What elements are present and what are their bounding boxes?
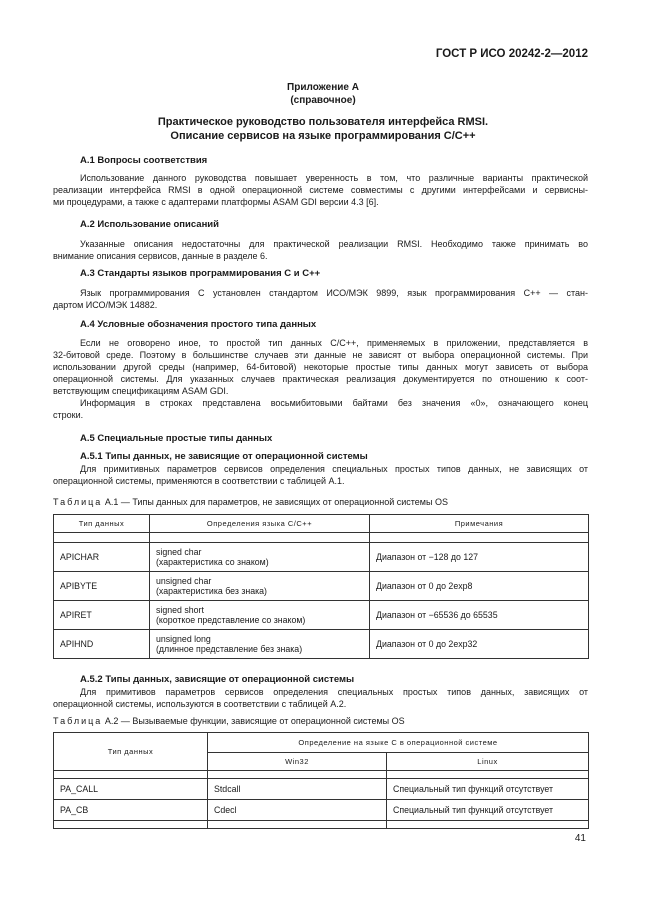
definition-line: (короткое представление со знаком) bbox=[156, 615, 306, 625]
note-cell: Диапазон от 0 до 2exp32 bbox=[370, 630, 589, 659]
note-cell: Диапазон от −128 до 127 bbox=[370, 543, 589, 572]
header-cell: Linux bbox=[387, 753, 589, 771]
text-line: использовании другой среды (например, 64-битовой) некоторые простые типы данных могут зависеть от выбора bbox=[53, 362, 588, 372]
main-title-line1: Практическое руководство пользователя интерфейса RMSI. bbox=[157, 116, 489, 128]
win32-cell: Stdcall bbox=[208, 779, 387, 800]
section-a3-heading: А.3 Стандарты языков программирования С и С++ bbox=[80, 268, 321, 279]
definition-line: unsigned long bbox=[156, 634, 211, 644]
section-a52-paragraph bbox=[53, 686, 588, 710]
caption-text: А.1 — Типы данных для параметров, не зависящих от операционной системы OS bbox=[104, 497, 448, 507]
header-cell: Тип данных bbox=[54, 733, 208, 771]
text-line: операционной системы, применяются в соответствии с таблицей А.1. bbox=[53, 476, 345, 486]
table-row bbox=[54, 601, 589, 630]
table-header-row bbox=[54, 733, 589, 753]
caption-text: А.2 — Вызываемые функции, зависящие от операционной системы OS bbox=[104, 716, 405, 726]
table-a1-caption bbox=[53, 497, 448, 507]
header-cell: Примечания bbox=[370, 515, 589, 533]
win32-cell: Cdecl bbox=[208, 800, 387, 821]
header-cell: Win32 bbox=[208, 753, 387, 771]
text-line: Указанные описания недостаточны для практической реализации RMSI. Необходимо также принимать во bbox=[80, 239, 588, 249]
text-line: ми процедурами, а также с адаптерами платформы ASAM GDI версии 4.3 [6]. bbox=[53, 197, 379, 207]
caption-label: Таблица bbox=[53, 716, 103, 726]
type-cell: APIHND bbox=[54, 630, 150, 659]
table-spacer-row bbox=[54, 533, 589, 543]
text-line: строки. bbox=[53, 410, 84, 420]
type-cell: APICHAR bbox=[54, 543, 150, 572]
text-line: Для примитивов параметров сервисов определения специальных простых типов данных, зависящих от bbox=[80, 687, 588, 697]
text-line: реализации интерфейса RMSI в одной операционной системе совместимы с другими интерфейсами и сервисны- bbox=[53, 185, 588, 195]
text-line: дартом ИСО/МЭК 14882. bbox=[53, 300, 158, 310]
caption-label: Таблица bbox=[53, 497, 103, 507]
section-a2-heading: А.2 Использование описаний bbox=[80, 219, 219, 230]
text-line: внимание описания сервисов, данные в разделе 6. bbox=[53, 251, 268, 261]
section-a51-heading: А.5.1 Типы данных, не зависящие от операционной системы bbox=[80, 451, 368, 462]
type-cell: APIRET bbox=[54, 601, 150, 630]
definition-line: signed short bbox=[156, 605, 204, 615]
definition-cell bbox=[150, 630, 370, 659]
table-row bbox=[54, 543, 589, 572]
page-number: 41 bbox=[574, 833, 586, 844]
definition-cell bbox=[150, 572, 370, 601]
table-a2-caption bbox=[53, 716, 405, 726]
text-line: Если не оговорено иное, то простой тип данных С/С++, применяемых в приложении, представляется в bbox=[80, 338, 588, 348]
text-line: 32-битовой среде. Поэтому в большинстве случаев эти данные не зависят от выбора операционной системы. При bbox=[53, 350, 588, 360]
text-line: Использование данного руководства повышает уверенность в том, что различные варианты практической bbox=[80, 173, 588, 183]
section-a4-heading: А.4 Условные обозначения простого типа данных bbox=[80, 319, 317, 330]
table-header-row bbox=[54, 515, 589, 533]
text-line: операционной системы. Для указанных случаев практическая реализация документируется по отношению к соот- bbox=[53, 374, 588, 384]
type-cell: PA_CB bbox=[54, 800, 208, 821]
definition-line: signed char bbox=[156, 547, 202, 557]
text-line: Информация в строках представлена восьмибитовыми байтами без значения «0», означающего конец bbox=[80, 398, 588, 408]
header-cell: Определение на языке С в операционной системе bbox=[208, 733, 589, 753]
section-a2-paragraph bbox=[53, 238, 588, 262]
definition-line: (длинное представление без знака) bbox=[156, 644, 303, 654]
text-line: Язык программирования С установлен стандартом ИСО/МЭК 9899, язык программирования С++ — стан- bbox=[80, 288, 588, 298]
section-a1-heading: А.1 Вопросы соответствия bbox=[80, 155, 208, 166]
type-cell: APIBYTE bbox=[54, 572, 150, 601]
table-spacer-row bbox=[54, 821, 589, 829]
appendix-title: Приложение А bbox=[287, 82, 359, 93]
text-line: Для примитивных параметров сервисов определения специальных простых типов данных, не зависящих от bbox=[80, 464, 588, 474]
header-cell: Определения языка С/С++ bbox=[150, 515, 370, 533]
table-row bbox=[54, 800, 589, 821]
table-row bbox=[54, 779, 589, 800]
section-a5-heading: А.5 Специальные простые типы данных bbox=[80, 433, 273, 444]
appendix-subtitle: (справочное) bbox=[290, 95, 356, 106]
note-cell: Диапазон от −65536 до 65535 bbox=[370, 601, 589, 630]
table-row bbox=[54, 630, 589, 659]
table-a2 bbox=[53, 732, 589, 829]
section-a3-paragraph bbox=[53, 287, 588, 311]
linux-cell: Специальный тип функций отсутствует bbox=[387, 800, 589, 821]
main-title-line2: Описание сервисов на языке программирования C/C++ bbox=[170, 130, 476, 142]
document-header: ГОСТ Р ИСО 20242-2—2012 bbox=[435, 48, 588, 60]
table-row bbox=[54, 572, 589, 601]
table-spacer-row bbox=[54, 771, 589, 779]
linux-cell: Специальный тип функций отсутствует bbox=[387, 779, 589, 800]
definition-cell bbox=[150, 543, 370, 572]
section-a1-paragraph bbox=[53, 172, 588, 208]
section-a4-paragraph bbox=[53, 337, 588, 421]
definition-line: (характеристика со знаком) bbox=[156, 557, 269, 567]
definition-line: (характеристика без знака) bbox=[156, 586, 267, 596]
type-cell: PA_CALL bbox=[54, 779, 208, 800]
header-cell: Тип данных bbox=[54, 515, 150, 533]
definition-cell bbox=[150, 601, 370, 630]
section-a52-heading: А.5.2 Типы данных, зависящие от операционной системы bbox=[80, 674, 355, 685]
table-a1 bbox=[53, 514, 589, 659]
text-line: операционной системы, используются в соответствии с таблицей А.2. bbox=[53, 699, 347, 709]
note-cell: Диапазон от 0 до 2exp8 bbox=[370, 572, 589, 601]
definition-line: unsigned char bbox=[156, 576, 212, 586]
text-line: ветствующим спецификациям ASAM GDI. bbox=[53, 386, 229, 396]
section-a51-paragraph bbox=[53, 463, 588, 487]
